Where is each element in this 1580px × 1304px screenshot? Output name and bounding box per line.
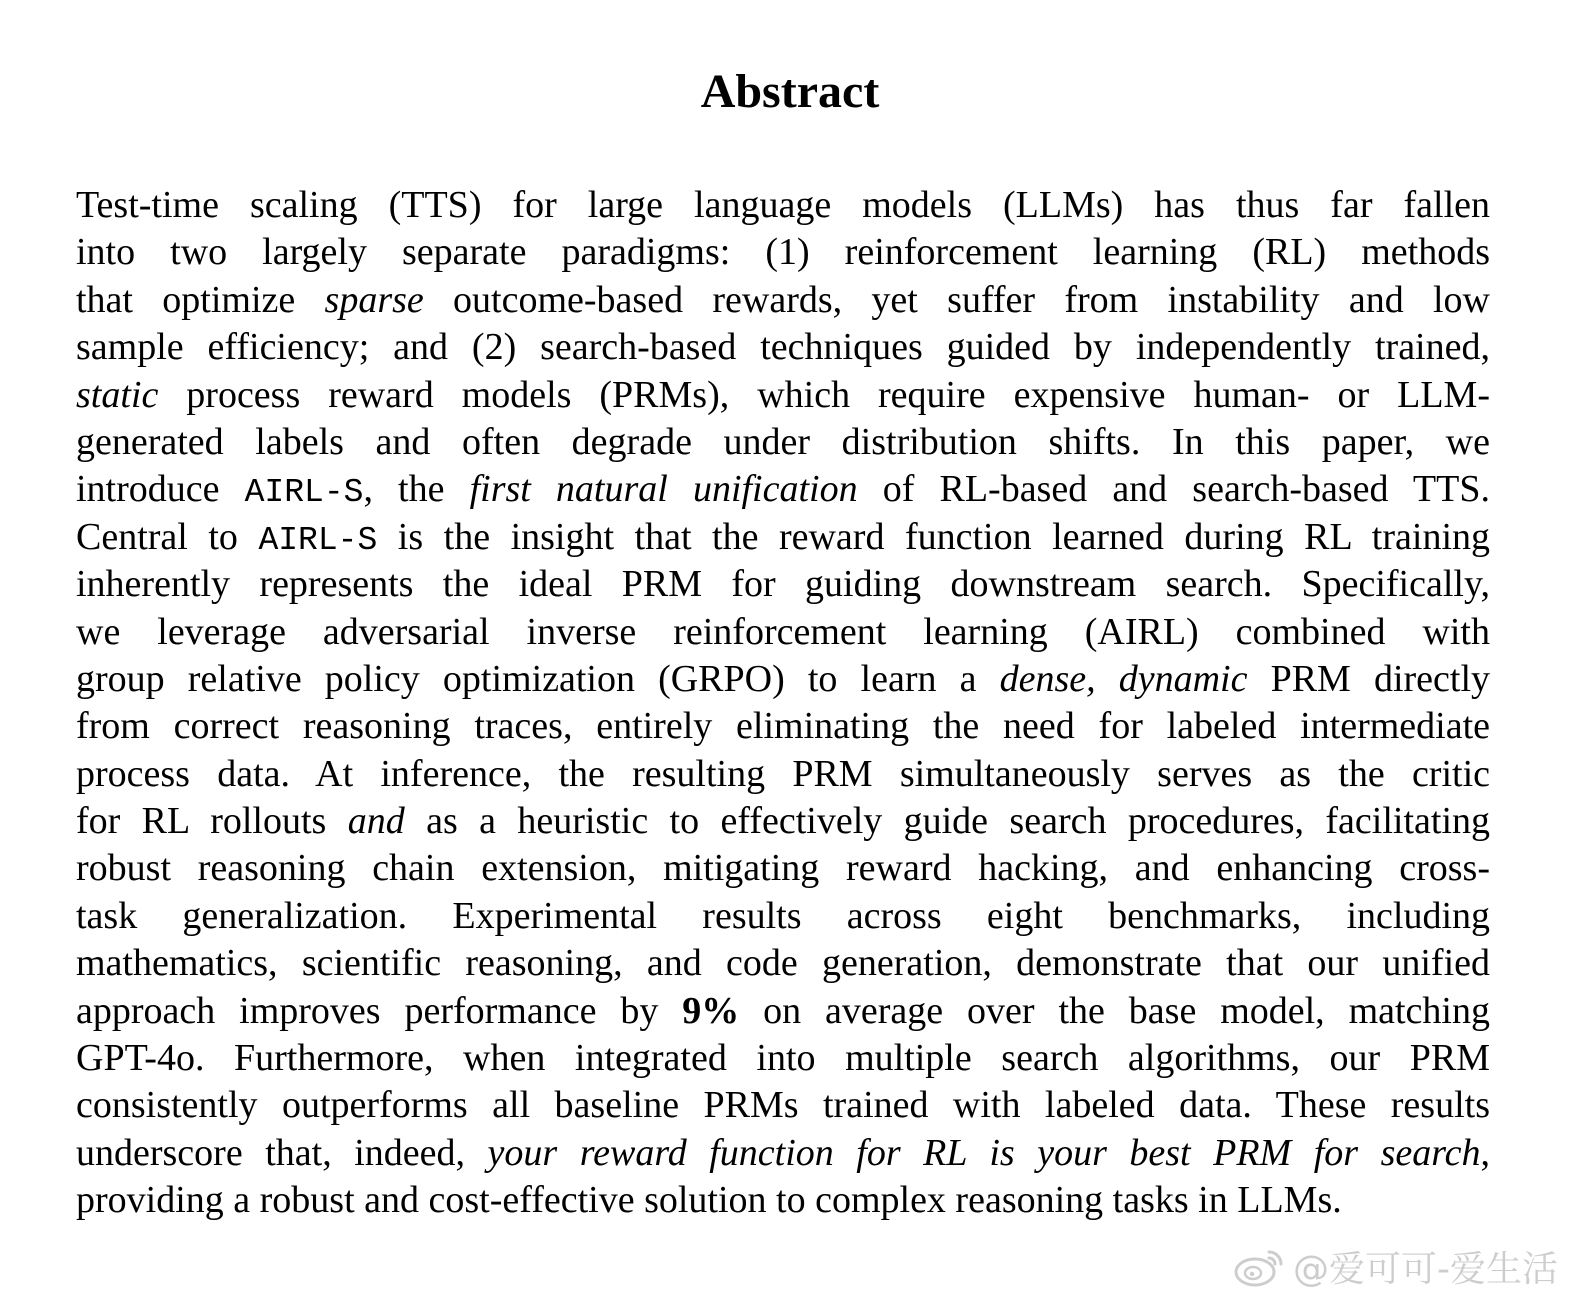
text-segment: PRM directly (1247, 657, 1491, 700)
text-segment: task generalization. Experimental results across eight benchmarks, including (76, 894, 1490, 937)
text-segment: of RL-based and search-based TTS. (857, 468, 1490, 511)
text-segment: , the (363, 468, 470, 511)
text-segment: approach improves performance by (76, 989, 683, 1032)
abstract-line (76, 798, 1490, 845)
abstract-line (76, 703, 1490, 750)
text-segment: process reward models (PRMs), which require expensive human- or LLM- (158, 373, 1490, 416)
text-segment: outcome-based rewards, yet suffer from instability and low (423, 278, 1490, 321)
text-segment: mathematics, scientific reasoning, and code generation, demonstrate that our unified (76, 942, 1490, 985)
text-segment: introduce (76, 468, 245, 511)
abstract-line (76, 561, 1490, 608)
abstract-line (76, 893, 1490, 940)
abstract-line (76, 372, 1490, 419)
abstract-line (76, 277, 1490, 324)
text-segment: process data. At inference, the resulting PRM simultaneously serves as the critic (76, 752, 1490, 795)
text-segment: we leverage adversarial inverse reinforcement learning (AIRL) combined with (76, 610, 1490, 653)
text-segment: consistently outperforms all baseline PRMs trained with labeled data. These results (76, 1084, 1490, 1127)
text-segment: Central to (76, 515, 259, 558)
method-name: AIRL-S (244, 474, 364, 512)
emphasis-text: static (76, 373, 159, 416)
emphasis-text: first natural unification (469, 468, 858, 511)
emphasis-text: and (347, 800, 405, 843)
text-segment: providing a robust and cost-effective solution to complex reasoning tasks in LLMs. (76, 1179, 1342, 1222)
abstract-line (76, 751, 1490, 798)
text-segment: on average over the base model, matching (739, 989, 1490, 1032)
abstract-line (76, 419, 1490, 466)
abstract-line (76, 1177, 1490, 1224)
abstract-body (76, 182, 1490, 1225)
abstract-line (76, 845, 1490, 892)
text-segment: , (1480, 1131, 1490, 1174)
text-segment: is the insight that the reward function learned during RL training (377, 515, 1491, 558)
watermark (1233, 1241, 1558, 1292)
emphasis-text: sparse (324, 278, 424, 321)
text-segment: for RL rollouts (76, 800, 348, 843)
abstract-line (76, 466, 1490, 513)
text-segment: robust reasoning chain extension, mitigating reward hacking, and enhancing cross- (76, 847, 1490, 890)
watermark-text: @爱可可-爱生活 (1293, 1249, 1558, 1290)
text-segment: group relative policy optimization (GRPO) to learn a (76, 657, 1000, 700)
abstract-line (76, 940, 1490, 987)
abstract-title: Abstract (700, 65, 880, 118)
text-segment: underscore that, indeed, (76, 1131, 488, 1174)
text-segment: inherently represents the ideal PRM for guiding downstream search. Specifically, (76, 563, 1490, 606)
abstract-line (76, 1130, 1490, 1177)
weibo-logo-icon (1233, 1246, 1285, 1288)
text-segment: Test-time scaling (TTS) for large language models (LLMs) has thus far fallen (76, 184, 1490, 226)
abstract-line (76, 514, 1490, 561)
text-segment: as a heuristic to effectively guide search procedures, facilitating (404, 800, 1490, 843)
bold-text: 9% (682, 989, 740, 1032)
abstract-line (76, 1082, 1490, 1129)
abstract-line (76, 182, 1490, 229)
emphasis-text: your reward function for RL is your best PRM for search (487, 1131, 1481, 1174)
emphasis-text: dense, dynamic (999, 657, 1248, 700)
text-segment: GPT-4o. Furthermore, when integrated into multiple search algorithms, our PRM (76, 1037, 1490, 1080)
text-segment: generated labels and often degrade under distribution shifts. In this paper, we (76, 420, 1490, 463)
text-segment: into two largely separate paradigms: (1) reinforcement learning (RL) methods (76, 231, 1490, 274)
abstract-line (76, 324, 1490, 371)
abstract-line (76, 1035, 1490, 1082)
method-name: AIRL-S (258, 521, 378, 559)
abstract-line (76, 656, 1490, 703)
text-segment: sample efficiency; and (2) search-based techniques guided by independently trained, (76, 326, 1490, 369)
text-segment: from correct reasoning traces, entirely eliminating the need for labeled intermediate (76, 705, 1490, 748)
text-segment: that optimize (76, 278, 325, 321)
abstract-line (76, 988, 1490, 1035)
abstract-line (76, 229, 1490, 276)
abstract-line (76, 609, 1490, 656)
